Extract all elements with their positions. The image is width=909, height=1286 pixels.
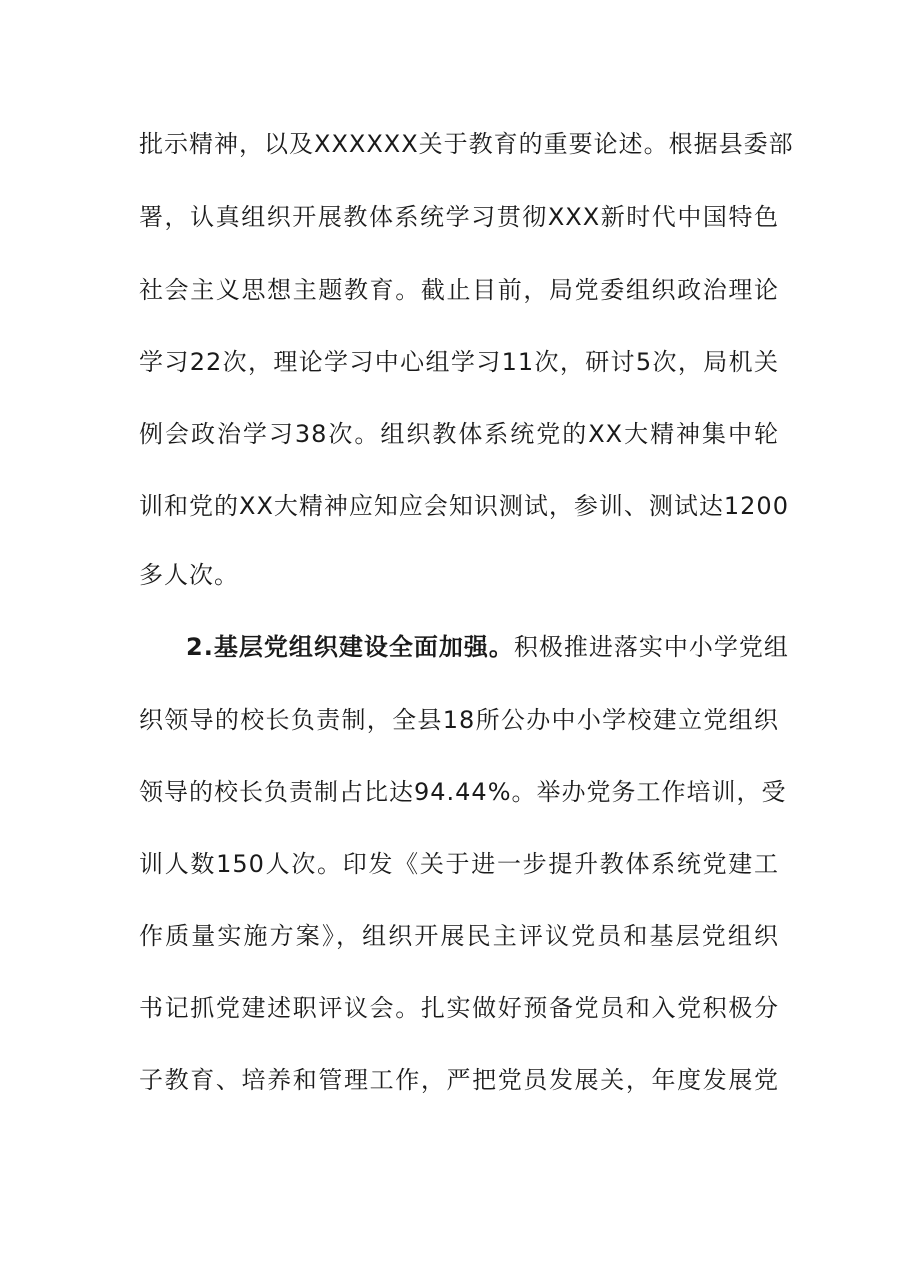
- paragraph-line: 社会主义思想主题教育。截止目前，局党委组织政治理论: [139, 276, 779, 304]
- paragraph-line: 训和党的XX大精神应知应会知识测试，参训、测试达1200: [139, 492, 789, 520]
- paragraph-line: 织领导的校长负责制，全县18所公办中小学校建立党组织: [139, 706, 779, 734]
- paragraph-line: 多人次。: [139, 561, 239, 589]
- paragraph-line: 书记抓党建述职评议会。扎实做好预备党员和入党积极分: [139, 994, 779, 1022]
- paragraph-line: 批示精神，以及XXXXXX关于教育的重要论述。根据县委部: [139, 130, 794, 158]
- section-heading: 2.基层党组织建设全面加强。: [186, 633, 514, 661]
- paragraph-line: 子教育、培养和管理工作，严把党员发展关，年度发展党: [139, 1066, 779, 1094]
- paragraph-line: 训人数150人次。印发《关于进一步提升教体系统党建工: [139, 850, 779, 878]
- paragraph-line: 署，认真组织开展教体系统学习贯彻XXX新时代中国特色: [139, 203, 779, 231]
- paragraph-line: 领导的校长负责制占比达94.44%。举办党务工作培训，受: [139, 778, 787, 806]
- section-text: 积极推进落实中小学党组: [513, 633, 789, 661]
- section-heading-line: [186, 627, 789, 667]
- paragraph-line: 例会政治学习38次。组织教体系统党的XX大精神集中轮: [139, 420, 779, 448]
- paragraph-line: 学习22次，理论学习中心组学习11次，研讨5次，局机关: [139, 348, 779, 376]
- paragraph-line: 作质量实施方案》，组织开展民主评议党员和基层党组织: [139, 922, 779, 950]
